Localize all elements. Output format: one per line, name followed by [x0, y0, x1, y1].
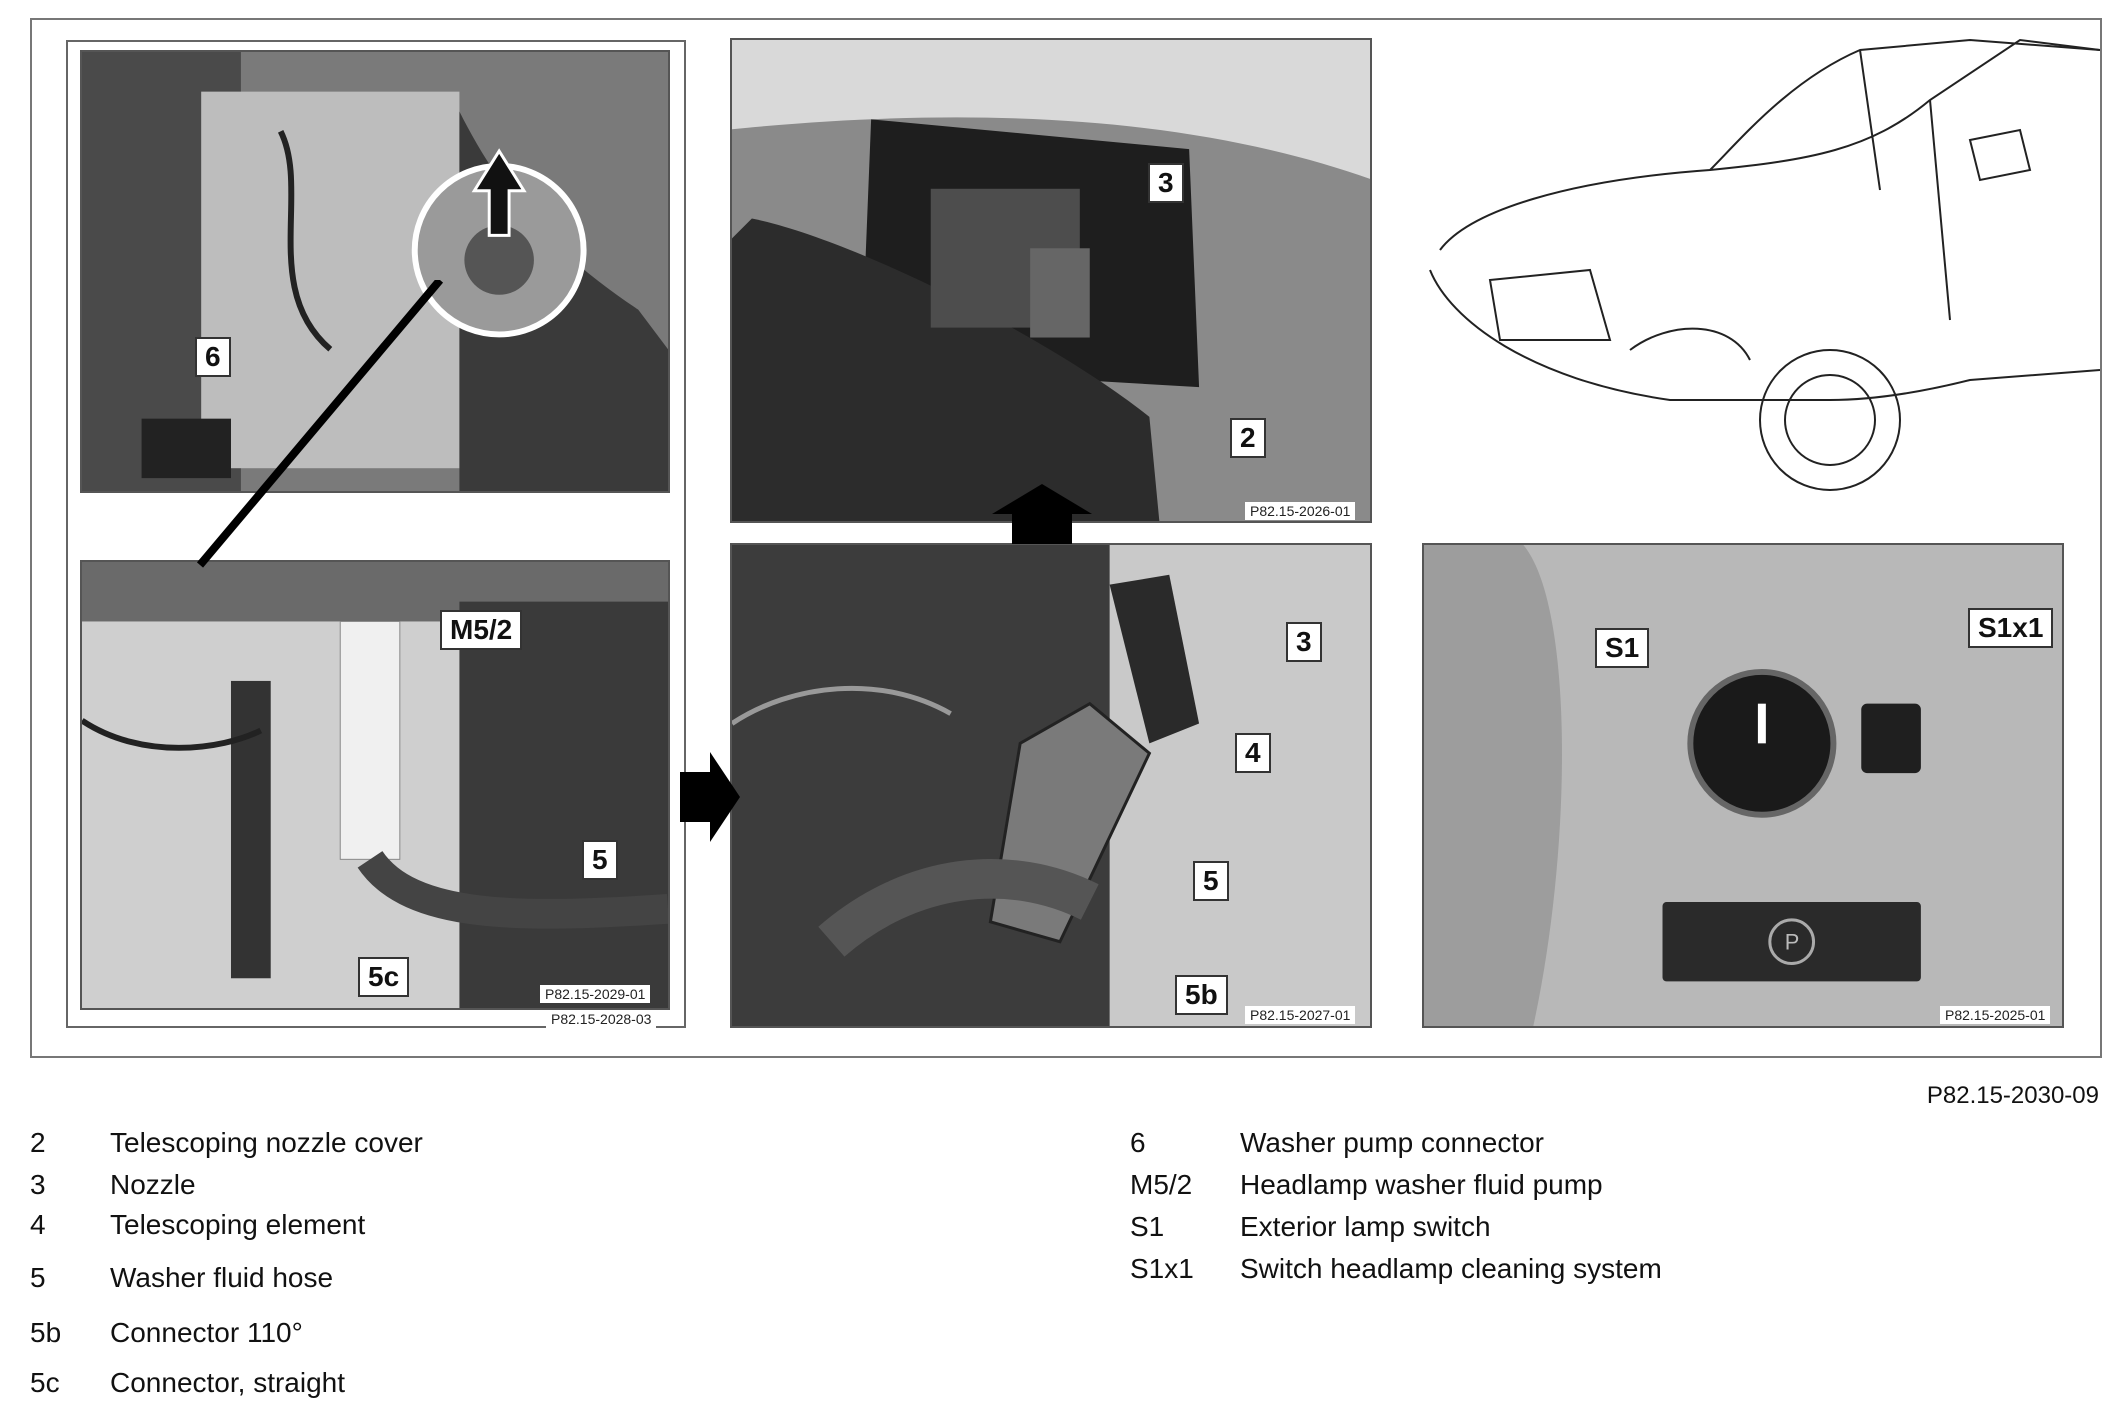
legend-desc: Nozzle: [110, 1169, 196, 1200]
callout-5c: 5c: [358, 957, 409, 997]
callout-3-mid: 3: [1286, 622, 1322, 662]
photo-id-nozzle-detail: P82.15-2027-01: [1245, 1006, 1355, 1024]
callout-s1: S1: [1595, 628, 1649, 668]
callout-5-left: 5: [582, 840, 618, 880]
legend-desc: Telescoping element: [110, 1209, 366, 1240]
photo-id-light-switch: P82.15-2025-01: [1940, 1006, 2050, 1024]
legend-code: M5/2: [1130, 1169, 1193, 1200]
photo-id-washer-tank: P82.15-2029-01: [540, 985, 650, 1003]
callout-5b: 5b: [1175, 975, 1228, 1015]
legend-desc: Exterior lamp switch: [1240, 1211, 1491, 1242]
callout-4: 4: [1235, 733, 1271, 773]
legend-desc: Washer pump connector: [1240, 1127, 1544, 1158]
callout-s1x1: S1x1: [1968, 608, 2053, 648]
car-line-drawing: [1410, 20, 2100, 520]
legend-desc: Connector 110°: [110, 1317, 303, 1348]
legend-right: [1130, 1127, 2030, 1327]
photo-washer-tank: [80, 560, 670, 1010]
callout-m5-2: M5/2: [440, 610, 522, 650]
photo-nozzle-detail: [730, 543, 1372, 1028]
legend-desc: Washer fluid hose: [110, 1262, 334, 1293]
svg-text:P: P: [1784, 929, 1800, 955]
photo-id-washer-tank-outer: P82.15-2028-03: [546, 1010, 656, 1028]
legend-desc: Connector, straight: [110, 1367, 346, 1398]
legend-code: S1: [1130, 1211, 1165, 1242]
legend-desc: Headlamp washer fluid pump: [1240, 1169, 1603, 1200]
legend-code: 5: [30, 1262, 46, 1293]
legend-code: 6: [1130, 1127, 1146, 1158]
legend-desc: Telescoping nozzle cover: [110, 1127, 423, 1158]
photo-id-nozzle-cover: P82.15-2026-01: [1245, 502, 1355, 520]
callout-3-top: 3: [1148, 163, 1184, 203]
legend-left: [30, 1127, 790, 1417]
legend-code: 5c: [30, 1367, 60, 1398]
arrow-right-icon: [680, 752, 740, 842]
photo-nozzle-cover: [730, 38, 1372, 523]
callout-2: 2: [1230, 418, 1266, 458]
zoom-connector-line: [190, 280, 450, 570]
callout-6: 6: [195, 337, 231, 377]
figure-reference: P82.15-2030-09: [1926, 1082, 2099, 1109]
arrow-up-icon: [992, 484, 1092, 544]
legend-code: 5b: [30, 1317, 62, 1348]
callout-5-mid: 5: [1193, 861, 1229, 901]
legend-code: 2: [30, 1127, 46, 1158]
legend-code: 3: [30, 1169, 46, 1200]
legend-code: 4: [30, 1209, 46, 1240]
legend-code: S1x1: [1130, 1253, 1194, 1284]
legend-desc: Switch headlamp cleaning system: [1240, 1253, 1662, 1284]
